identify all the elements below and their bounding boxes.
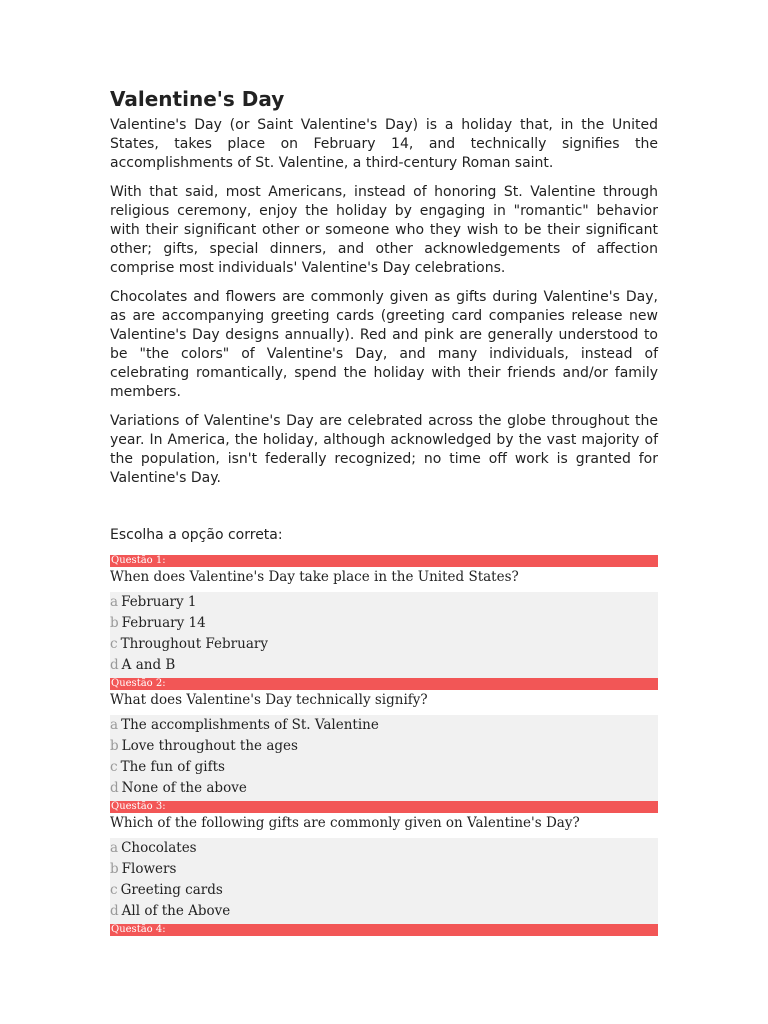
option-letter: a — [110, 717, 119, 733]
option-letter: c — [110, 636, 118, 652]
answer-option-c[interactable] — [110, 757, 658, 778]
answer-option-b[interactable] — [110, 736, 658, 757]
question-label-bar: Questão 2: — [110, 678, 658, 690]
article-title: Valentine's Day — [110, 87, 285, 111]
option-text: February 1 — [121, 594, 197, 610]
answer-option-d[interactable] — [110, 778, 658, 799]
option-letter: a — [110, 594, 119, 610]
question-1 — [110, 555, 658, 678]
option-text: A and B — [121, 657, 176, 673]
option-text: Flowers — [121, 861, 177, 877]
article-paragraph: With that said, most Americans, instead of honoring St. Valentine through religious ceremony, enjoy the holiday by engaging in "romantic" behavior with their significant other or someone who they wish to be their significant other; gifts, special dinners, and other acknowledgements of affection comprise most individuals' Valentine's Day celebrations. — [110, 184, 658, 276]
option-letter: d — [110, 657, 119, 673]
option-letter: b — [110, 738, 119, 754]
question-text: Which of the following gifts are commonly given on Valentine's Day? — [110, 815, 580, 831]
option-text: All of the Above — [121, 903, 231, 919]
question-label-bar: Questão 3: — [110, 801, 658, 813]
option-letter: d — [110, 780, 119, 796]
options-list — [110, 592, 658, 678]
question-text: What does Valentine's Day technically signify? — [110, 692, 428, 708]
quiz-instruction: Escolha a opção correta: — [110, 527, 283, 543]
answer-option-a[interactable] — [110, 715, 658, 736]
option-text: None of the above — [121, 780, 247, 796]
question-label-bar: Questão 4: — [110, 924, 658, 936]
answer-option-d[interactable] — [110, 901, 658, 922]
option-text: Throughout February — [120, 636, 268, 652]
option-text: Love throughout the ages — [121, 738, 298, 754]
answer-option-a[interactable] — [110, 592, 658, 613]
article-paragraph: Variations of Valentine's Day are celebrated across the globe throughout the year. In America, the holiday, although acknowledged by the vast majority of the population, isn't federally recognized; no time off work is granted for Valentine's Day. — [110, 413, 658, 486]
option-text: Chocolates — [121, 840, 197, 856]
option-text: The fun of gifts — [120, 759, 225, 775]
option-letter: d — [110, 903, 119, 919]
answer-option-b[interactable] — [110, 613, 658, 634]
options-list — [110, 715, 658, 801]
question-text: When does Valentine's Day take place in the United States? — [110, 569, 519, 585]
option-text: Greeting cards — [120, 882, 223, 898]
options-list — [110, 838, 658, 924]
article-paragraph: Chocolates and flowers are commonly given as gifts during Valentine's Day, as are accompanying greeting cards (greeting card companies release new Valentine's Day designs annually). Red and pink are generally understood to be "the colors" of Valentine's Day, and many individuals, instead of celebrating romantically, spend the holiday with their friends and/or family members. — [110, 289, 658, 400]
option-text: The accomplishments of St. Valentine — [121, 717, 379, 733]
question-label-bar: Questão 1: — [110, 555, 658, 567]
question-3 — [110, 801, 658, 924]
option-letter: c — [110, 882, 118, 898]
option-letter: b — [110, 615, 119, 631]
answer-option-c[interactable] — [110, 634, 658, 655]
answer-option-b[interactable] — [110, 859, 658, 880]
option-text: February 14 — [121, 615, 206, 631]
answer-option-d[interactable] — [110, 655, 658, 676]
option-letter: b — [110, 861, 119, 877]
document-page — [110, 86, 658, 936]
question-4 — [110, 924, 658, 936]
answer-option-c[interactable] — [110, 880, 658, 901]
answer-option-a[interactable] — [110, 838, 658, 859]
option-letter: a — [110, 840, 119, 856]
article-paragraph: Valentine's Day (or Saint Valentine's Day) is a holiday that, in the United States, takes place on February 14, and technically signifies the accomplishments of St. Valentine, a third-century Roman saint. — [110, 117, 658, 171]
option-letter: c — [110, 759, 118, 775]
question-2 — [110, 678, 658, 801]
